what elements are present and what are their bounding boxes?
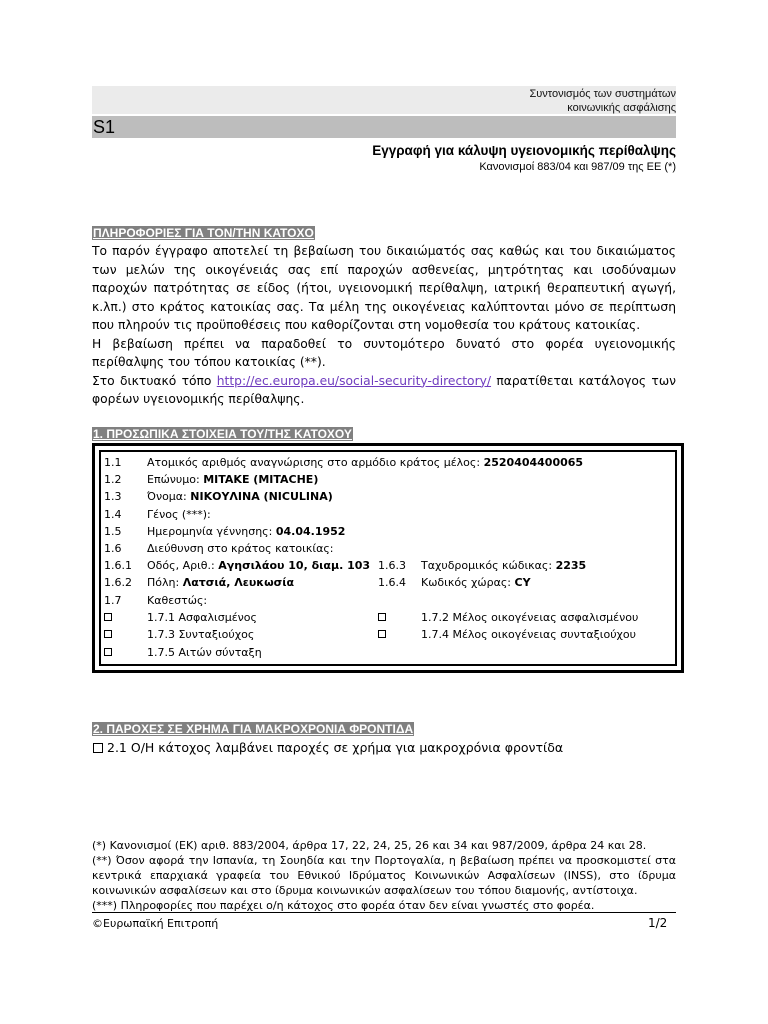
- row-content: [147, 490, 333, 504]
- street-value: Αγησιλάου 10, διαμ. 103: [218, 559, 371, 572]
- form-code: S1: [93, 117, 116, 137]
- long-term-care-row: [92, 740, 563, 756]
- row-number: 1.6.2: [104, 576, 132, 589]
- country-code-value: CY: [514, 576, 531, 589]
- status-insured-label: 1.7.1 Ασφαλισμένος: [147, 611, 257, 624]
- info-paragraph-3-start: Στο δικτυακό τόπο: [92, 373, 217, 388]
- copyright: ©Ευρωπαϊκή Επιτροπή: [92, 917, 219, 930]
- form-code-bar: [92, 116, 676, 138]
- footnote-2: (**) Όσον αφορά την Ισπανία, τη Σουηδία και την Πορτογαλία, η βεβαίωση πρέπει να προσκομιστεί στα κεντρικά επαρχιακά γραφεία του Εθνικού Ιδρύματος Κοινωνικών Ασφαλίσεων (INSS), στο ίδρυμα κοινωνικών ασφαλίσεων και στο ίδρυμα κοινωνικών ασφαλίσεων του τόπου διαμονής, αντίστοιχα.: [92, 854, 676, 897]
- row-number: 1.4: [104, 508, 122, 521]
- footer-divider: [92, 912, 676, 913]
- long-term-care-label: 2.1 Ο/Η κάτοχος λαμβάνει παροχές σε χρήμα για μακροχρόνια φροντίδα: [107, 740, 564, 755]
- social-security-directory-link[interactable]: http://ec.europa.eu/social-security-directory/: [216, 373, 492, 388]
- birth-date-label: Ημερομηνία γέννησης:: [147, 525, 276, 538]
- row-number: 1.7: [104, 594, 122, 607]
- row-number: 1.1: [104, 456, 122, 469]
- long-term-care-checkbox[interactable]: [93, 743, 103, 753]
- row-content: [147, 576, 294, 590]
- personal-id-value: 2520404400065: [483, 456, 584, 469]
- org-line-2: κοινωνικής ασφάλισης: [567, 102, 676, 114]
- section-2-heading: 2. ΠΑΡΟΧΕΣ ΣΕ ΧΡΗΜΑ ΓΙΑ ΜΑΚΡΟΧΡΟΝΙΑ ΦΡΟΝΤΙΔΑ: [93, 722, 414, 736]
- section-1-heading: 1. ΠΡΟΣΩΠΙΚΑ ΣΤΟΙΧΕΙΑ ΤΟΥ/ΤΗΣ ΚΑΤΟΧΟΥ: [93, 427, 352, 441]
- checkbox-wrapper: [378, 628, 386, 642]
- info-paragraph-3-end: παρατίθεται κατάλογος των φορέων υγειονομικής περίθαλψης.: [92, 373, 676, 406]
- status-claimant-checkbox[interactable]: [104, 648, 112, 656]
- checkbox-wrapper: [104, 628, 112, 642]
- status-insured-checkbox[interactable]: [104, 613, 112, 621]
- checkbox-wrapper: [104, 611, 112, 625]
- footnote-1: (*) Κανονισμοί (ΕΚ) αριθ. 883/2004, άρθρα 17, 22, 24, 25, 26 και 34 και 987/2009, άρθρα 24 και 28.: [92, 839, 647, 852]
- surname-value: MITAKE (MITACHE): [203, 473, 319, 486]
- document-subtitle: Κανονισμοί 883/04 και 987/09 της ΕΕ (*): [479, 161, 676, 173]
- row-number: 1.2: [104, 473, 122, 486]
- footnotes: [92, 838, 676, 913]
- forename-label: Όνομα:: [147, 490, 191, 503]
- postcode-label: Ταχυδρομικός κώδικας:: [421, 559, 556, 572]
- info-paragraph-1: Το παρόν έγγραφο αποτελεί τη βεβαίωση του δικαιώματός σας καθώς και του δικαιώματος των μελών της οικογένειάς σας επί παροχών ασθενείας, μητρότητας και ισοδύναμων παροχών πατρότητας σε είδος (ήτοι, υγειονομική περίθαλψη, ιατρική θεραπευτική αγωγή, κ.λπ.) στο κράτος κατοικίας σας. Τα μέλη της οικογένειας καλύπτονται μόνο σε περίπτωση που πληρούν τις προϋποθέσεις που καθορίζονται στη νομοθεσία του κράτους κατοικίας.: [92, 244, 676, 332]
- status-insured-family-label: 1.7.2 Μέλος οικογένειας ασφαλισμένου: [421, 611, 639, 624]
- status-label: Καθεστώς:: [147, 594, 208, 607]
- row-content: [421, 576, 531, 590]
- birth-name-label: Γένος (***):: [147, 508, 211, 521]
- info-paragraph-2: Η βεβαίωση πρέπει να παραδοθεί το συντομότερο δυνατό στο φορέα υγειονομικής περίθαλψης του τόπου κατοικίας (**).: [92, 336, 676, 369]
- country-code-label: Κωδικός χώρας:: [421, 576, 515, 589]
- status-insured-family-checkbox[interactable]: [378, 613, 386, 621]
- checkbox-wrapper: [378, 611, 386, 625]
- status-claimant-label: 1.7.5 Αιτών σύνταξη: [147, 646, 262, 659]
- address-label: Διεύθυνση στο κράτος κατοικίας:: [147, 542, 334, 555]
- row-number: 1.6.4: [378, 576, 406, 589]
- checkbox-wrapper: [104, 646, 112, 660]
- birth-date-value: 04.04.1952: [275, 525, 346, 538]
- row-number: 1.6: [104, 542, 122, 555]
- status-pensioner-family-label: 1.7.4 Μέλος οικογένειας συνταξιούχου: [421, 628, 637, 641]
- row-number: 1.3: [104, 490, 122, 503]
- row-number: 1.6.3: [378, 559, 406, 572]
- row-content: [147, 559, 370, 573]
- row-content: [421, 559, 586, 573]
- row-content: [147, 456, 583, 470]
- info-heading: ΠΛΗΡΟΦΟΡΙΕΣ ΓΙΑ ΤΟΝ/ΤΗΝ ΚΑΤΟΧΟ: [93, 226, 314, 240]
- row-content: [147, 525, 345, 539]
- street-label: Οδός, Αριθ.:: [147, 559, 219, 572]
- town-value: Λατσιά, Λευκωσία: [182, 576, 295, 589]
- document-title: Εγγραφή για κάλυψη υγειονομικής περίθαλψης: [372, 143, 676, 158]
- town-label: Πόλη:: [147, 576, 183, 589]
- postcode-value: 2235: [555, 559, 587, 572]
- footnote-3: (***) Πληροφορίες που παρέχει ο/η κάτοχος στο φορέα όταν δεν είναι γνωστές στο φορέα.: [92, 899, 595, 912]
- info-paragraph-3: [92, 372, 676, 409]
- surname-label: Επώνυμο:: [147, 473, 204, 486]
- row-number: 1.6.1: [104, 559, 132, 572]
- page-number: 1/2: [648, 916, 668, 930]
- row-content: [147, 473, 318, 487]
- info-body: [92, 242, 676, 409]
- row-number: 1.5: [104, 525, 122, 538]
- status-pensioner-family-checkbox[interactable]: [378, 630, 386, 638]
- forename-value: ΝΙΚΟΥΛΙΝΑ (NICULINA): [190, 490, 333, 503]
- status-pensioner-checkbox[interactable]: [104, 630, 112, 638]
- personal-id-label: Ατομικός αριθμός αναγνώρισης στο αρμόδιο κράτος μέλος:: [147, 456, 484, 469]
- organization-title: [529, 87, 676, 115]
- status-pensioner-label: 1.7.3 Συνταξιούχος: [147, 628, 255, 641]
- org-line-1: Συντονισμός των συστημάτων: [529, 88, 676, 100]
